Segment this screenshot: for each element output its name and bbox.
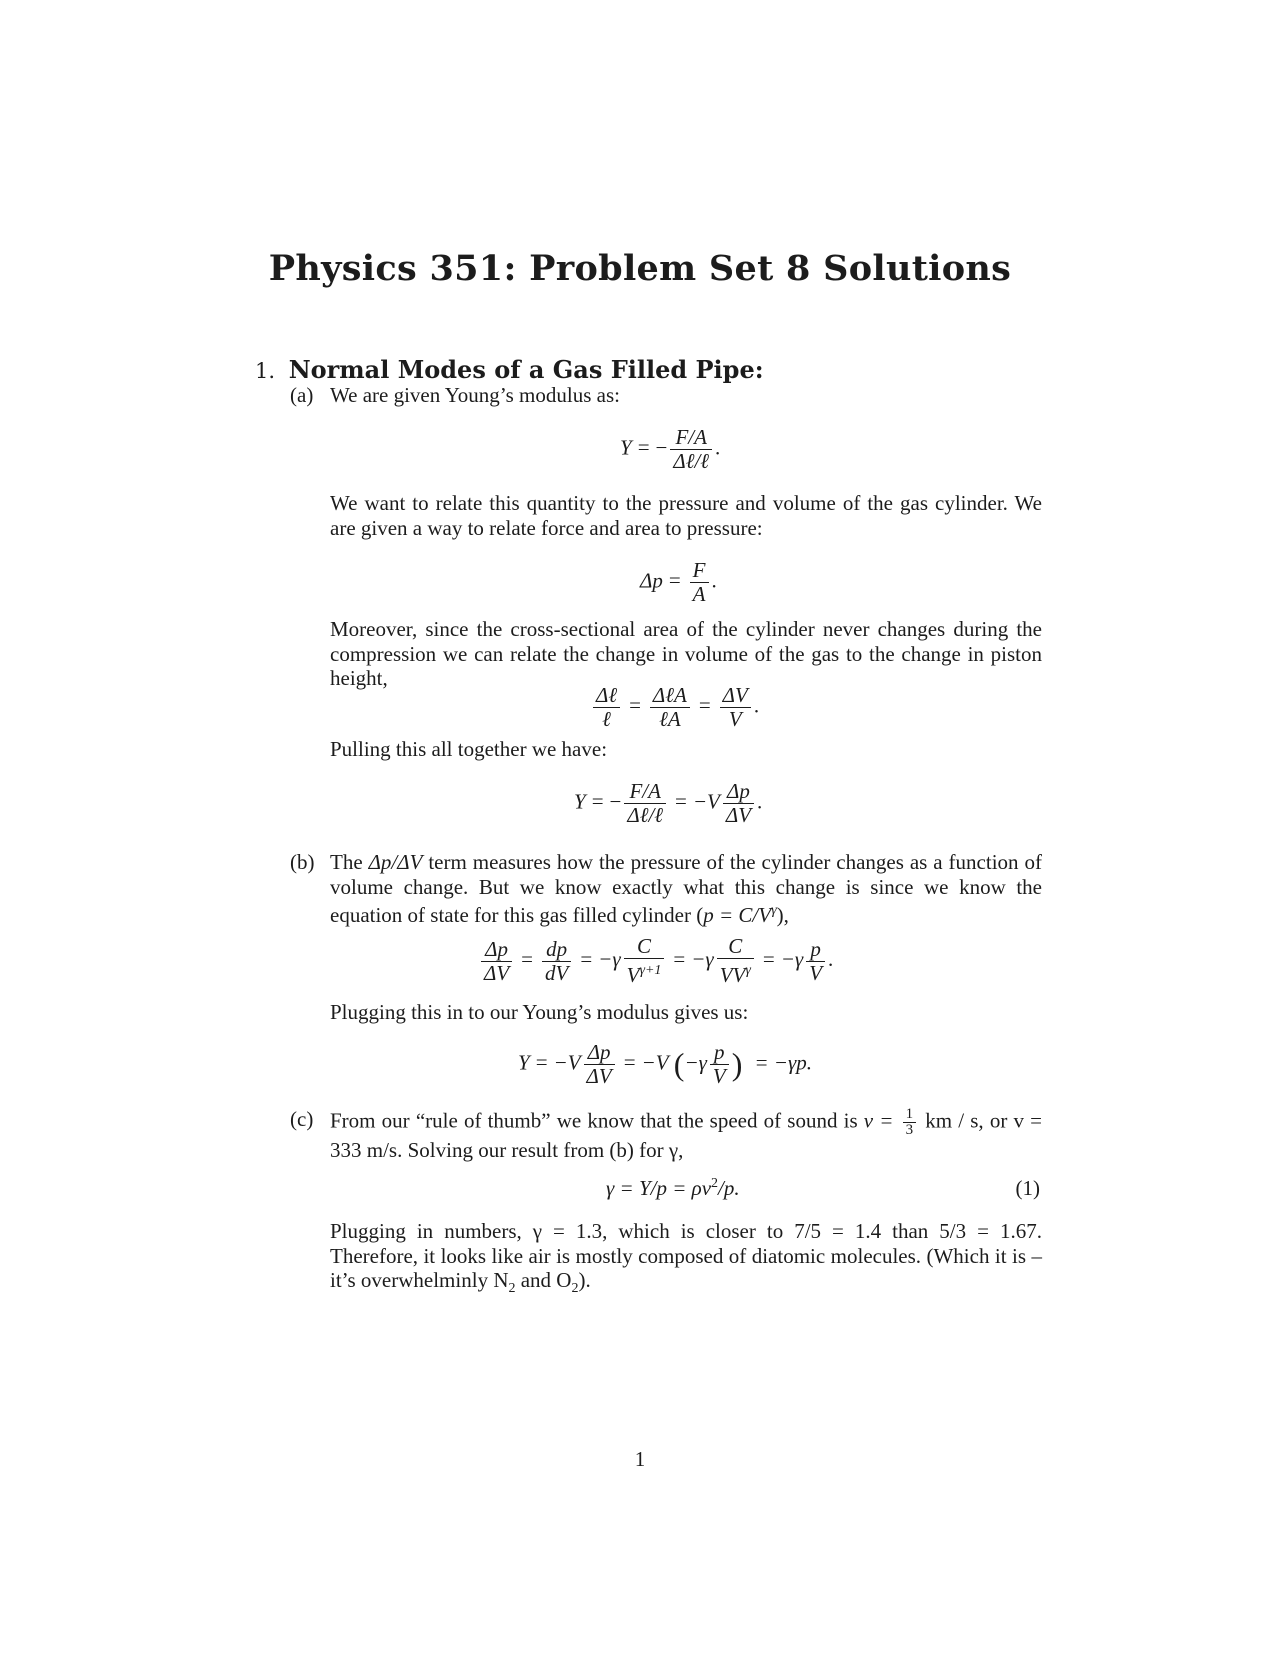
equation-gamma: $\gamma = Y/p = \rho v^2/p$.	[606, 1176, 740, 1200]
part-c-paragraph-1: From our “rule of thumb” we know that the speed of sound is v = $\frac{1}{3}$ km / s, or v = 333 m/s. Solving our result from (b) for γ,	[330, 1106, 1042, 1162]
equation-derivative: $\frac{\Delta p}{\Delta V}$ = $\frac{dp}{dV}$ = −γ $\frac{C}{V^{\gamma+1}}$ = −γ $\frac{C}{VV^\gamma}$ = −γ $\frac{p}{V}$ .	[478, 935, 833, 987]
equation-number: (1)	[1015, 1176, 1040, 1200]
part-a-paragraph-4: Pulling this all together we have:	[330, 737, 608, 761]
section-name: Normal Modes of a Gas Filled Pipe:	[288, 355, 764, 384]
part-a-label: (a)	[290, 383, 314, 407]
part-a-intro: We are given Young’s modulus as:	[330, 383, 620, 407]
equation-youngs-result: Y = − $\frac{F/A}{\text{Δℓ/ℓ}}$ = −V $\frac{\Delta p}{\Delta V}$ .	[574, 779, 763, 827]
part-b-label: (b)	[290, 850, 315, 874]
section-number: 1.	[255, 359, 276, 383]
part-b-paragraph-1: The Δp/ΔV term measures how the pressure of the cylinder changes as a function of volume change. But we know exactly what this change is since we know the equation of state for this gas filled cylinder $(p = C/V^\gamma)$,	[330, 850, 1042, 927]
equation-pressure: Δp = $\frac{F}{A}$ .	[640, 558, 717, 606]
equation-youngs-gamma-p: Y = −V $\frac{\Delta p}{\Delta V}$ = −V (−γ $\frac{p}{V}$ ) = −γp.	[518, 1040, 812, 1088]
part-c-label: (c)	[290, 1107, 314, 1131]
part-a-paragraph-2: We want to relate this quantity to the pressure and volume of the gas cylinder. We are given a way to relate force and area to pressure:	[330, 491, 1042, 540]
part-c-paragraph-2: Plugging in numbers, γ = 1.3, which is closer to 7/5 = 1.4 than 5/3 = 1.67. Therefore, it looks like air is mostly composed of diatomic molecules. (Which it is – it’s overwhelminly $N_2$ and $O_2$).	[330, 1219, 1042, 1297]
document-title: Physics 351: Problem Set 8 Solutions	[268, 248, 1012, 289]
equation-volume-ratio: $\frac{\text{Δℓ}}{\text{ℓ}}$ = $\frac{\text{ΔℓA}}{\text{ℓA}}$ = $\frac{\Delta V}{V}$ .	[590, 684, 759, 731]
page-number: 1	[634, 1447, 646, 1471]
section-heading	[255, 355, 764, 384]
equation-youngs-modulus: Y = − $\frac{F/A}{\text{Δℓ/ℓ}}$ .	[620, 425, 721, 473]
part-a-paragraph-3: Moreover, since the cross-sectional area of the cylinder never changes during the compression we can relate the change in volume of the gas to the change in piston height,	[330, 617, 1042, 690]
part-b-paragraph-2: Plugging this in to our Young’s modulus gives us:	[330, 1000, 749, 1024]
